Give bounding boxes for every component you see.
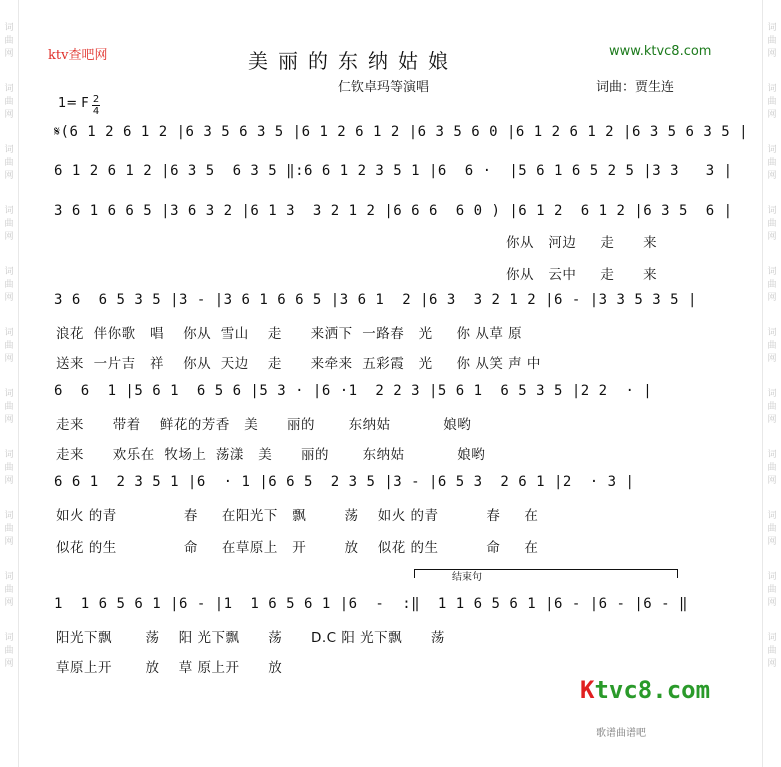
watermark-char: 曲 bbox=[4, 524, 14, 534]
watermark-group bbox=[4, 205, 13, 244]
watermark-char: 曲 bbox=[767, 36, 777, 46]
watermark-group bbox=[4, 144, 13, 183]
watermark-char: 网 bbox=[4, 171, 14, 181]
watermark-char: 词 bbox=[4, 145, 14, 155]
watermark-char: 词 bbox=[767, 511, 777, 521]
watermark-char: 词 bbox=[767, 328, 777, 338]
lyric-v1-line3: 如火 的青 春 在阳光下 飘 荡 如火 的青 春 在 bbox=[56, 508, 539, 524]
lyric-v1-line4: 阳光下飘 荡 阳 光下飘 荡 D.C 阳 光下飘 荡 bbox=[56, 630, 445, 646]
watermark-char: 曲 bbox=[4, 36, 14, 46]
watermark-char: 曲 bbox=[767, 585, 777, 595]
watermark-char: 曲 bbox=[767, 219, 777, 229]
watermark-char: 曲 bbox=[767, 280, 777, 290]
watermark-char: 网 bbox=[4, 354, 14, 364]
watermark-char: 词 bbox=[767, 389, 777, 399]
logo-k: K bbox=[580, 676, 595, 704]
left-watermark-strip bbox=[0, 0, 19, 767]
watermark-char: 词 bbox=[4, 84, 14, 94]
watermark-group bbox=[767, 22, 776, 61]
watermark-char: 词 bbox=[4, 328, 14, 338]
watermark-char: 曲 bbox=[767, 524, 777, 534]
watermark-char: 曲 bbox=[4, 646, 14, 656]
watermark-char: 词 bbox=[767, 267, 777, 277]
watermark-char: 词 bbox=[4, 511, 14, 521]
watermark-char: 词 bbox=[767, 84, 777, 94]
watermark-char: 词 bbox=[4, 23, 14, 33]
watermark-char: 网 bbox=[767, 537, 777, 547]
watermark-char: 词 bbox=[767, 450, 777, 460]
watermark-char: 网 bbox=[767, 110, 777, 120]
watermark-char: 曲 bbox=[4, 463, 14, 473]
watermark-char: 网 bbox=[4, 598, 14, 608]
watermark-char: 词 bbox=[4, 450, 14, 460]
watermark-char: 词 bbox=[767, 572, 777, 582]
logo-subtitle: 歌谱曲谱吧 bbox=[596, 728, 646, 739]
watermark-group bbox=[767, 83, 776, 122]
watermark-group bbox=[767, 205, 776, 244]
watermark-char: 网 bbox=[4, 293, 14, 303]
watermark-group bbox=[767, 449, 776, 488]
watermark-char: 词 bbox=[767, 145, 777, 155]
watermark-char: 曲 bbox=[4, 402, 14, 412]
score-row-1: 𝄋(6 1 2 6 1 2 |6 3 5 6 3 5 |6 1 2 6 1 2 |6 3 5 6 0 |6 1 2 6 1 2 |6 3 5 6 3 5 | bbox=[54, 124, 749, 140]
watermark-char: 网 bbox=[4, 537, 14, 547]
score-row-7: 1 1 6 5 6 1 |6 - |1 1 6 5 6 1 |6 - :‖ 1 1 6 5 6 1 |6 - |6 - |6 - ‖ bbox=[54, 596, 688, 612]
watermark-char: 曲 bbox=[4, 585, 14, 595]
watermark-char: 曲 bbox=[767, 463, 777, 473]
watermark-group bbox=[4, 571, 13, 610]
watermark-group bbox=[767, 510, 776, 549]
watermark-group bbox=[767, 266, 776, 305]
watermark-char: 网 bbox=[767, 293, 777, 303]
time-signature bbox=[92, 94, 100, 117]
watermark-char: 曲 bbox=[767, 97, 777, 107]
watermark-char: 词 bbox=[4, 572, 14, 582]
watermark-char: 网 bbox=[4, 232, 14, 242]
watermark-group bbox=[767, 144, 776, 183]
watermark-char: 网 bbox=[767, 232, 777, 242]
watermark-char: 曲 bbox=[4, 158, 14, 168]
watermark-char: 网 bbox=[767, 476, 777, 486]
score-row-5: 6 6 1 |5 6 1 6 5 6 |5 3 · |6 ·1 2 2 3 |5 6 1 6 5 3 5 |2 2 · | bbox=[54, 383, 653, 399]
lyric-v2-line4: 草原上开 放 草 原上开 放 bbox=[56, 660, 283, 676]
watermark-group bbox=[4, 22, 13, 61]
lyric-v2-intro: 你从 云中 走 来 bbox=[506, 267, 658, 283]
right-watermark-strip bbox=[762, 0, 781, 767]
watermark-char: 曲 bbox=[767, 646, 777, 656]
watermark-char: 网 bbox=[4, 659, 14, 669]
lyric-v1-line2: 走来 带着 鲜花的芳香 美 丽的 东纳姑 娘哟 bbox=[56, 417, 472, 433]
watermark-char: 网 bbox=[767, 49, 777, 59]
watermark-group bbox=[767, 327, 776, 366]
watermark-group bbox=[767, 388, 776, 427]
watermark-char: 词 bbox=[767, 23, 777, 33]
watermark-char: 网 bbox=[4, 49, 14, 59]
key-signature: 1= F bbox=[58, 96, 89, 111]
lyric-v2-line3: 似花 的生 命 在草原上 开 放 似花 的生 命 在 bbox=[56, 540, 539, 556]
watermark-char: 曲 bbox=[767, 341, 777, 351]
watermark-char: 网 bbox=[767, 415, 777, 425]
site-name-left[interactable]: ktv查吧网 bbox=[48, 48, 108, 63]
time-sig-bottom: 4 bbox=[92, 106, 100, 117]
watermark-char: 网 bbox=[767, 171, 777, 181]
watermark-char: 网 bbox=[767, 598, 777, 608]
singer-credit: 仁钦卓玛等演唱 bbox=[338, 80, 430, 95]
watermark-group bbox=[4, 83, 13, 122]
watermark-char: 网 bbox=[4, 110, 14, 120]
lyric-v2-line1: 送来 一片吉 祥 你从 天边 走 来牵来 五彩霞 光 你 从笑 声 中 bbox=[56, 356, 541, 372]
watermark-group bbox=[767, 571, 776, 610]
lyric-v2-line2: 走来 欢乐在 牧场上 荡漾 美 丽的 东纳姑 娘哟 bbox=[56, 447, 486, 463]
logo-rest: tvc8.com bbox=[594, 676, 711, 704]
watermark-char: 曲 bbox=[4, 280, 14, 290]
watermark-group bbox=[767, 632, 776, 671]
lyric-v1-intro: 你从 河边 走 来 bbox=[506, 235, 658, 251]
watermark-group bbox=[4, 449, 13, 488]
watermark-char: 词 bbox=[4, 389, 14, 399]
site-logo[interactable] bbox=[580, 676, 710, 704]
watermark-char: 网 bbox=[767, 354, 777, 364]
watermark-char: 曲 bbox=[4, 97, 14, 107]
score-row-2: 6 1 2 6 1 2 |6 3 5 6 3 5 ‖:6 6 1 2 3 5 1 |6 6 · |5 6 1 6 5 2 5 |3 3 3 | bbox=[54, 163, 733, 179]
watermark-char: 曲 bbox=[767, 158, 777, 168]
watermark-char: 网 bbox=[4, 415, 14, 425]
composer-credit: 词曲：贾生连 bbox=[596, 80, 675, 95]
watermark-char: 曲 bbox=[4, 219, 14, 229]
watermark-char: 网 bbox=[4, 476, 14, 486]
watermark-group bbox=[4, 510, 13, 549]
score-row-6: 6 6 1 2 3 5 1 |6 · 1 |6 6 5 2 3 5 |3 - |6 5 3 2 6 1 |2 · 3 | bbox=[54, 474, 635, 490]
watermark-char: 词 bbox=[767, 633, 777, 643]
watermark-char: 词 bbox=[4, 206, 14, 216]
lyric-v1-line1: 浪花 伴你歌 唱 你从 雪山 走 来洒下 一路春 光 你 从草 原 bbox=[56, 326, 523, 342]
watermark-char: 词 bbox=[767, 206, 777, 216]
watermark-char: 词 bbox=[4, 267, 14, 277]
watermark-group bbox=[4, 266, 13, 305]
watermark-char: 网 bbox=[767, 659, 777, 669]
time-sig-top: 2 bbox=[92, 94, 100, 105]
watermark-group bbox=[4, 632, 13, 671]
score-row-4: 3 6 6 5 3 5 |3 - |3 6 1 6 6 5 |3 6 1 2 |6 3 3 2 1 2 |6 - |3 3 5 3 5 | bbox=[54, 292, 697, 308]
song-title: 美丽的东纳姑娘 bbox=[248, 49, 458, 73]
watermark-char: 词 bbox=[4, 633, 14, 643]
watermark-char: 曲 bbox=[767, 402, 777, 412]
watermark-group bbox=[4, 327, 13, 366]
site-url-right[interactable]: www.ktvc8.com bbox=[609, 44, 712, 59]
score-row-3: 3 6 1 6 6 5 |3 6 3 2 |6 1 3 3 2 1 2 |6 6 6 6 0 ) |6 1 2 6 1 2 |6 3 5 6 | bbox=[54, 203, 733, 219]
watermark-group bbox=[4, 388, 13, 427]
ending-label: 结束句 bbox=[452, 572, 482, 583]
watermark-char: 曲 bbox=[4, 341, 14, 351]
